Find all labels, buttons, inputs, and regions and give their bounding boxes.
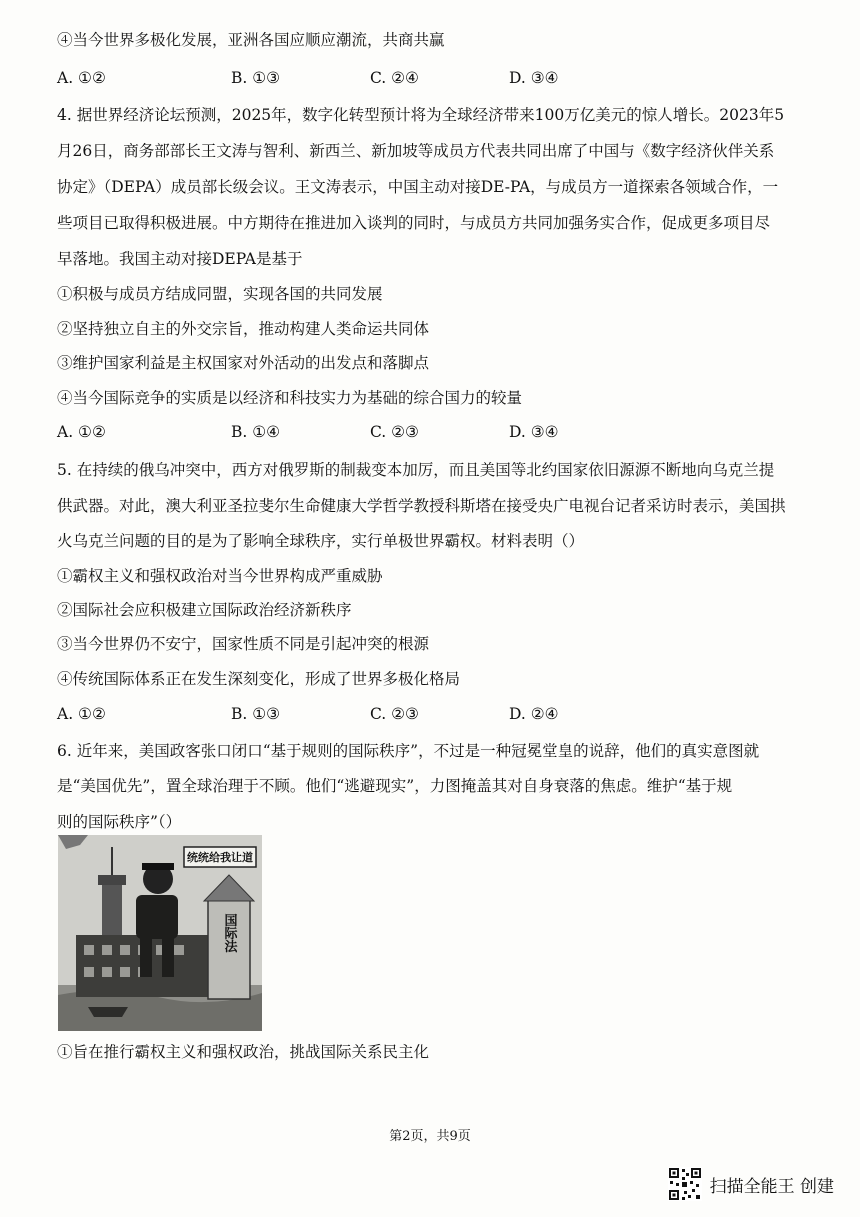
q3-options: [57, 69, 617, 89]
q5-option-b: B. ①③: [231, 705, 281, 723]
q3-option-a: A. ①②: [57, 69, 106, 87]
q5-option-c: C. ②③: [370, 705, 419, 723]
q4-option-d: D. ③④: [509, 423, 559, 441]
q5-stem-line-1: 5. 在持续的俄乌冲突中，西方对俄罗斯的制裁变本加厉，而且美国等北约国家依旧源源不断地向乌克兰提: [57, 461, 775, 479]
q3-statement-4: ④当今世界多极化发展，亚洲各国应顺应潮流，共商共赢: [57, 31, 445, 49]
scanner-watermark: [668, 1166, 834, 1202]
q6-stem-line-2: 是“美国优先”，置全球治理于不顾。他们“逃避现实”，力图掩盖其对自身衰落的焦虑。维护“基于规: [57, 777, 733, 795]
q5-stem-line-3: 火乌克兰问题的目的是为了影响全球秩序，实行单极世界霸权。材料表明（）: [57, 532, 585, 550]
q5-statement-2: ②国际社会应积极建立国际政治经济新秩序: [57, 601, 352, 619]
cartoon-banner-text: 统统给我让道: [187, 851, 253, 864]
q4-statement-4: ④当今国际竞争的实质是以经济和科技实力为基础的综合国力的较量: [57, 389, 523, 407]
q5-statement-4: ④传统国际体系正在发生深刻变化，形成了世界多极化格局: [57, 670, 461, 688]
q4-stem-line-5: 早落地。我国主动对接DEPA是基于: [57, 250, 303, 268]
q4-stem-line-3: 协定》（DEPA）成员部长级会议。王文涛表示，中国主动对接DE-PA，与成员方一道探索各领域合作，一: [57, 178, 779, 196]
page-number: 第2页，共9页: [389, 1129, 471, 1144]
q4-statement-1: ①积极与成员方结成同盟，实现各国的共同发展: [57, 285, 383, 303]
q4-option-a: A. ①②: [57, 423, 106, 441]
q6-statement-1: ①旨在推行霸权主义和强权政治，挑战国际关系民主化: [57, 1043, 430, 1061]
q5-options: [57, 705, 617, 725]
q4-statement-3: ③维护国家利益是主权国家对外活动的出发点和落脚点: [57, 354, 430, 372]
q4-stem-line-1: 4. 据世界经济论坛预测，2025年，数字化转型预计将为全球经济带来100万亿美元的惊人增长。2023年5: [57, 106, 785, 124]
q4-stem-line-4: 些项目已取得积极进展。中方期待在推进加入谈判的同时，与成员方共同加强务实合作，促成更多项目尽: [57, 214, 771, 232]
q5-option-a: A. ①②: [57, 705, 106, 723]
q4-options: [57, 423, 617, 443]
qr-code-icon: [668, 1167, 702, 1201]
q5-stem-line-2: 供武器。对此，澳大利亚圣拉斐尔生命健康大学哲学教授科斯塔在接受央广电视台记者采访时表示，美国拱: [57, 497, 786, 515]
cartoon-drawing: [58, 835, 262, 1031]
q4-option-b: B. ①④: [231, 423, 281, 441]
q4-option-c: C. ②③: [370, 423, 419, 441]
q3-option-c: C. ②④: [370, 69, 419, 87]
scanner-brand-label: 扫描全能王 创建: [709, 1176, 834, 1197]
q5-option-d: D. ②④: [509, 705, 559, 723]
q5-statement-1: ①霸权主义和强权政治对当今世界构成严重威胁: [57, 567, 383, 585]
q4-statement-2: ②坚持独立自主的外交宗旨，推动构建人类命运共同体: [57, 320, 430, 338]
q6-stem-line-1: 6. 近年来，美国政客张口闭口“基于规则的国际秩序”，不过是一种冠冕堂皇的说辞，他们的真实意图就: [57, 742, 760, 760]
q3-option-d: D. ③④: [509, 69, 559, 87]
q6-stem-line-3: 则的国际秩序”（）: [57, 813, 182, 831]
cartoon-tower-text: 国际法: [221, 913, 237, 953]
q3-option-b: B. ①③: [231, 69, 281, 87]
q5-statement-3: ③当今世界仍不安宁，国家性质不同是引起冲突的根源: [57, 635, 430, 653]
q4-stem-line-2: 月26日，商务部部长王文涛与智利、新西兰、新加坡等成员方代表共同出席了中国与《数字经济伙伴关系: [57, 142, 775, 160]
cartoon-illustration: [58, 835, 262, 1031]
